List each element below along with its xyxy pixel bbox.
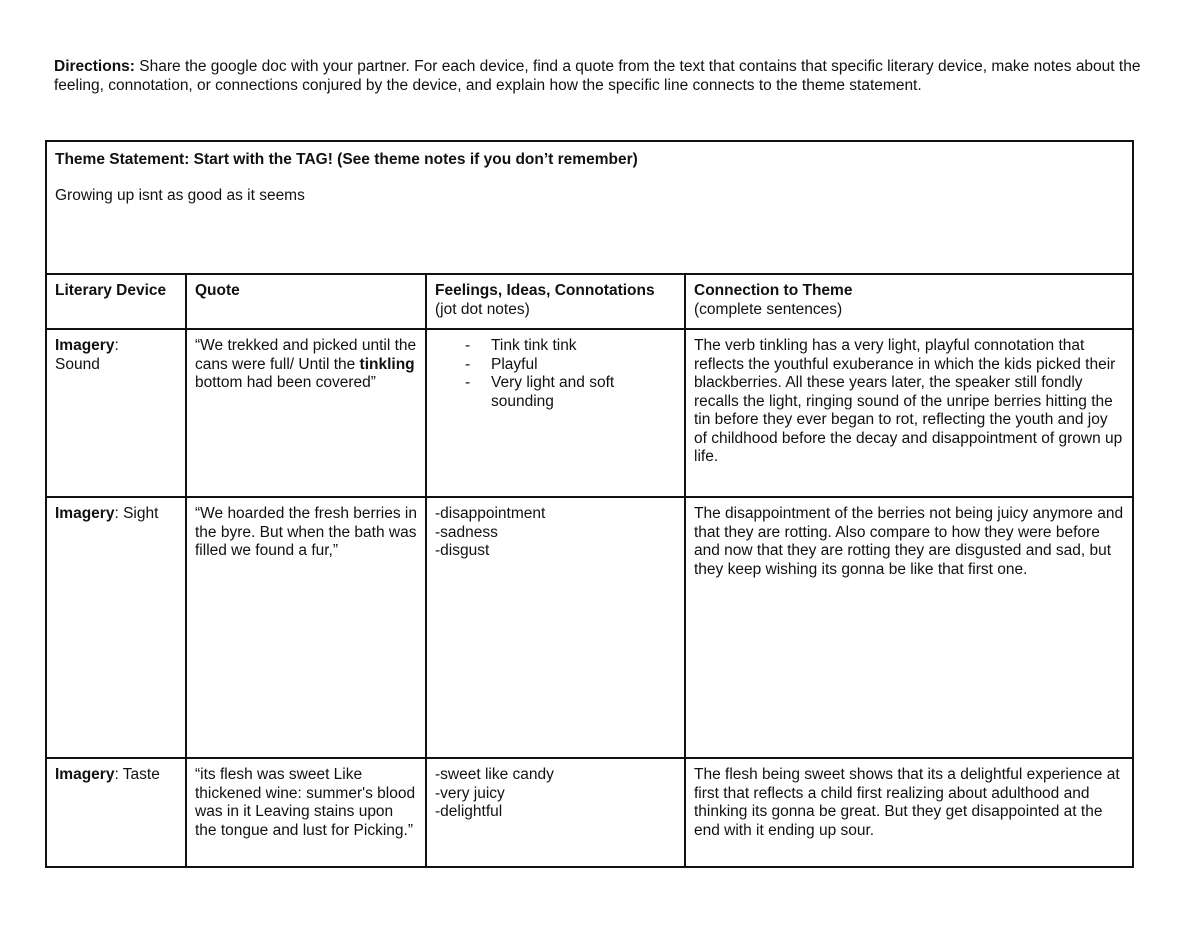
header-quote	[186, 274, 426, 329]
device-name: Imagery	[55, 337, 115, 354]
theme-row	[46, 141, 1133, 274]
header-device	[46, 274, 186, 329]
theme-statement: Growing up isnt as good as it seems	[55, 186, 305, 204]
device-cell	[46, 497, 186, 758]
note-item: -delightful	[435, 803, 503, 820]
device-type: Sound	[55, 355, 100, 373]
directions-label: Directions:	[54, 58, 135, 75]
note-item: -very juicy	[435, 784, 505, 802]
header-connection	[685, 274, 1133, 329]
quote-bold-word: tinkling	[359, 355, 415, 373]
quote-cell	[186, 329, 426, 497]
notes-cell	[426, 329, 685, 497]
device-suffix: :	[114, 337, 119, 354]
header-device-label: Literary Device	[55, 282, 167, 299]
notes-list	[435, 337, 676, 411]
theme-heading: Theme Statement: Start with the TAG! (See theme notes if you don’t remember)	[55, 151, 638, 168]
note-item: - Very light and soft sounding	[465, 374, 676, 411]
header-feelings-label: Feelings, Ideas, Connotations	[435, 282, 655, 299]
device-suffix: : Sight	[114, 505, 159, 522]
connection-text: The disappointment of the berries not being juicy anymore and that they are rotting. Also compare to how they were before and now that they are rotting they are disgusted and sad, but they keep wishing its gonna be like that first one.	[694, 505, 1124, 578]
table-row-imagery-sight	[46, 497, 1133, 758]
connection-cell	[685, 758, 1133, 867]
table-row-imagery-taste	[46, 758, 1133, 867]
table-row-imagery-sound	[46, 329, 1133, 497]
directions-paragraph	[54, 57, 1144, 95]
note-item: -disgust	[435, 542, 490, 559]
notes-cell	[426, 758, 685, 867]
quote-text-end: bottom had been covered”	[195, 374, 376, 391]
quote-text: “its flesh was sweet Like thickened wine: summer's blood was in it Leaving stains upon the tongue and lust for Picking.”	[195, 766, 416, 839]
quote-text-start: “We trekked and picked until the cans were full/ Until the	[195, 337, 417, 373]
note-item: -disappointment	[435, 505, 546, 522]
quote-cell	[186, 497, 426, 758]
note-item: -sadness	[435, 523, 498, 541]
directions-text: Share the google doc with your partner. For each device, find a quote from the text that contains that specific literary device, make notes about the feeling, connotation, or connections conjured by the device, and explain how the specific line connects to the theme statement.	[54, 58, 1141, 94]
header-feelings	[426, 274, 685, 329]
connection-text: The verb tinkling has a very light, playful connotation that reflects the youthful exuberance in which the kids picked their blackberries. All these years later, the speaker still fondly recalls the light, ringing sound of the unripe berries hitting the tin before they ever began to rot, reflecting the youth and joy of childhood before the decay and disappointment of grown up life.	[694, 337, 1123, 465]
connection-cell	[685, 329, 1133, 497]
header-row	[46, 274, 1133, 329]
device-cell	[46, 758, 186, 867]
header-quote-label: Quote	[195, 282, 240, 299]
device-cell	[46, 329, 186, 497]
device-name: Imagery	[55, 505, 115, 522]
connection-text: The flesh being sweet shows that its a delightful experience at first that reflects a child first realizing about adulthood and thinking its gonna be great. But they get disappointed at the end with it ending up sour.	[694, 766, 1120, 839]
notes-cell	[426, 497, 685, 758]
theme-cell	[46, 141, 1133, 274]
device-suffix: : Taste	[114, 766, 160, 783]
note-item: -sweet like candy	[435, 766, 554, 783]
header-connection-label: Connection to Theme	[694, 282, 853, 299]
connection-cell	[685, 497, 1133, 758]
literary-device-table	[45, 140, 1134, 868]
note-item: - Playful	[465, 356, 676, 375]
device-name: Imagery	[55, 766, 115, 783]
quote-cell	[186, 758, 426, 867]
note-item: - Tink tink tink	[465, 337, 676, 356]
header-connection-note: (complete sentences)	[694, 300, 843, 318]
header-feelings-note: (jot dot notes)	[435, 300, 530, 318]
quote-text: “We hoarded the fresh berries in the byre. But when the bath was filled we found a fur,”	[195, 505, 417, 559]
